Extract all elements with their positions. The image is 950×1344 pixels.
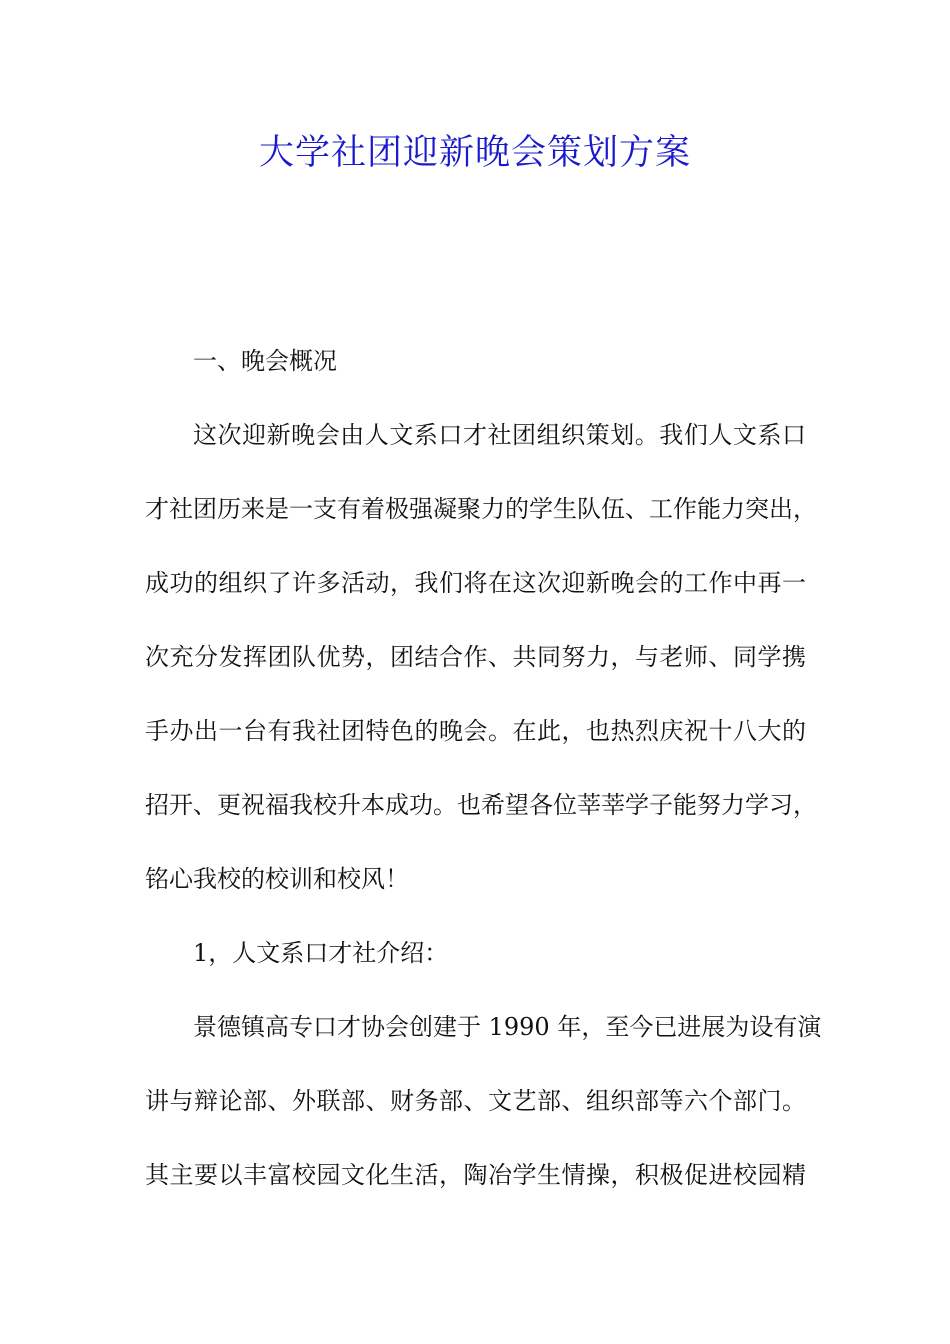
- paragraph-line: 手办出一台有我社团特色的晚会。在此，也热烈庆祝十八大的: [145, 717, 806, 745]
- subheading: 1，人文系口才社介绍：: [193, 939, 449, 967]
- document-title: 大学社团迎新晚会策划方案: [258, 133, 691, 173]
- paragraph-line: 景德镇高专口才协会创建于 1990 年，至今已进展为设有演: [193, 1013, 822, 1041]
- paragraph-line: 次充分发挥团队优势，团结合作、共同努力，与老师、同学携: [145, 643, 806, 671]
- paragraph-line: 铭心我校的校训和校风！: [145, 865, 409, 893]
- paragraph-line: 这次迎新晚会由人文系口才社团组织策划。我们人文系口: [193, 421, 806, 449]
- paragraph-line: 才社团历来是一支有着极强凝聚力的学生队伍、工作能力突出，: [145, 495, 817, 523]
- section-heading: 一、晚会概况: [193, 347, 337, 375]
- paragraph-line: 成功的组织了许多活动，我们将在这次迎新晚会的工作中再一: [145, 569, 806, 597]
- paragraph-line: 招开、更祝福我校升本成功。也希望各位莘莘学子能努力学习，: [145, 791, 817, 819]
- paragraph-line: 其主要以丰富校园文化生活，陶冶学生情操，积极促进校园精: [145, 1161, 806, 1189]
- paragraph-line: 讲与辩论部、外联部、财务部、文艺部、组织部等六个部门。: [145, 1087, 806, 1115]
